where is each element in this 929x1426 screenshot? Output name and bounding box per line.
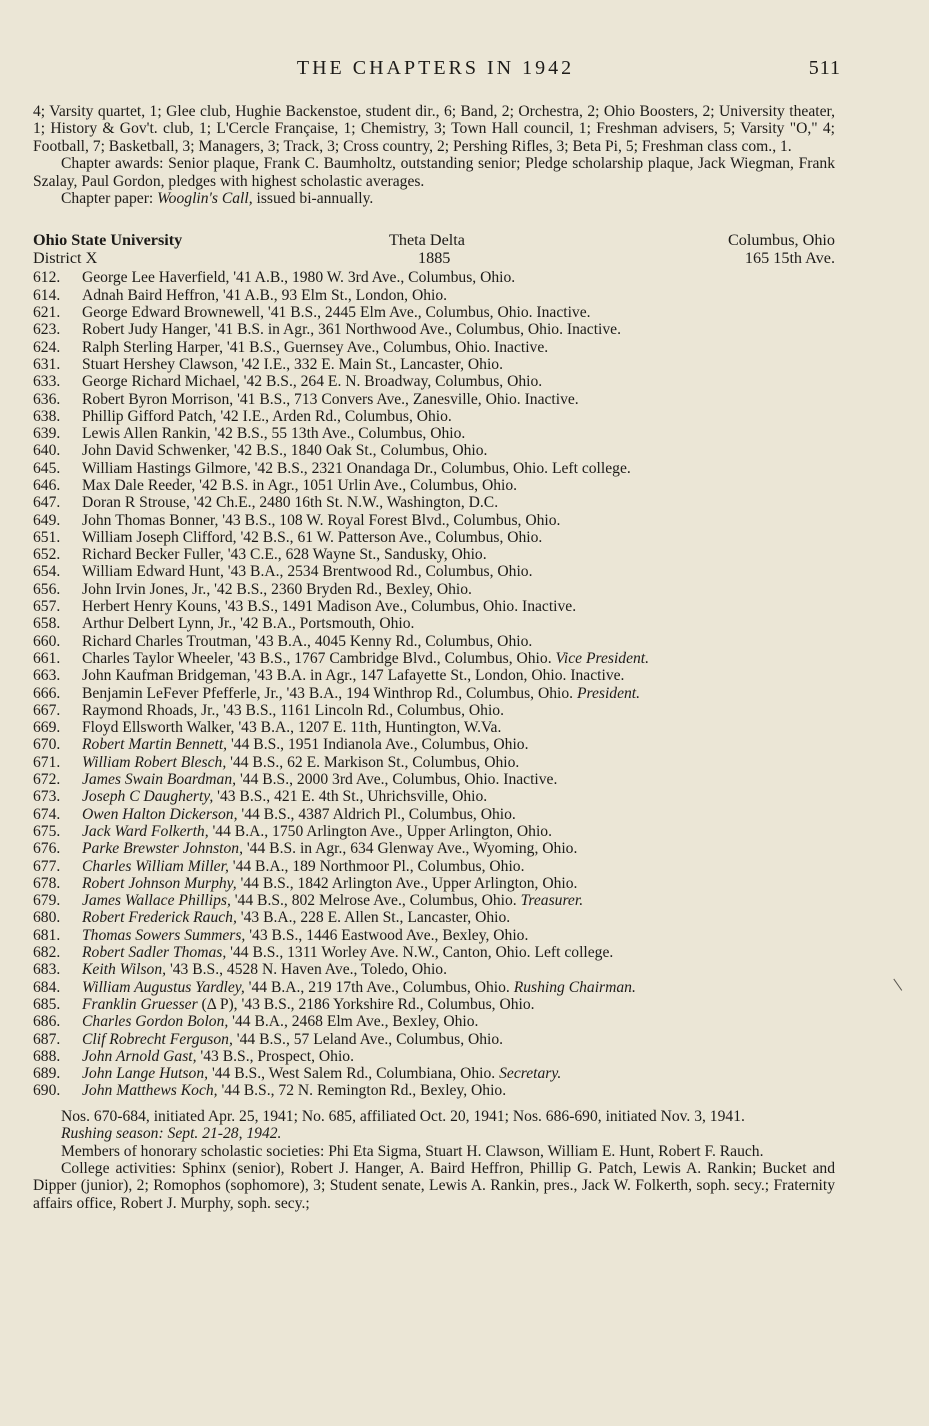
member-name: Robert Martin Bennett, (82, 736, 228, 754)
member-text (82, 685, 835, 702)
member-text (82, 858, 835, 875)
member-details: '42 B.S., 2360 Bryden Rd., Bexley, Ohio. (210, 580, 472, 598)
member-number: 673. (33, 788, 61, 806)
member-number: 686. (33, 1013, 61, 1031)
member-text (82, 840, 835, 857)
member-entry (33, 373, 835, 390)
member-details: '44 B.A., 1750 Arlington Ave., Upper Arlington, Ohio. (208, 822, 552, 840)
member-name: Max Dale Reeder, (82, 477, 196, 494)
member-details: '42 B.S., 61 W. Patterson Ave., Columbus, Ohio. (236, 528, 543, 546)
member-entry (33, 806, 835, 823)
chapter-address: 165 15th Ave. (744, 249, 835, 268)
member-entry (33, 546, 835, 563)
member-name: John Kaufman Bridgeman, (82, 667, 251, 685)
member-text (82, 892, 835, 909)
member-number: 672. (33, 771, 61, 789)
member-name: Keith Wilson, (82, 961, 167, 979)
stray-mark (887, 979, 902, 996)
member-number: 677. (33, 857, 61, 875)
member-text (82, 1013, 835, 1030)
member-number: 660. (33, 632, 61, 650)
chapter-district: District X (33, 249, 98, 268)
member-details: '44 B.S. in Agr., 634 Glenway Ave., Wyoming, Ohio. (242, 840, 578, 858)
member-number: 652. (33, 546, 61, 564)
member-entry (33, 425, 835, 442)
member-details: '41 B.S., 2445 Elm Ave., Columbus, Ohio. Inactive. (264, 304, 591, 322)
member-name: Adnah Baird Heffron, (82, 286, 219, 304)
member-number: 636. (33, 390, 61, 408)
member-number: 674. (33, 805, 61, 823)
member-details: '43 B.S., 1767 Cambridge Blvd., Columbus, Ohio. (233, 649, 556, 667)
member-name: James Swain Boardman, (82, 771, 237, 789)
member-entry (33, 304, 835, 321)
member-text (82, 321, 835, 338)
member-text (82, 719, 835, 736)
member-text (82, 961, 835, 978)
member-name: Robert Sadler Thomas, (82, 944, 227, 962)
member-text (82, 996, 835, 1013)
member-text (82, 615, 835, 632)
member-details: '42 I.E., Arden Rd., Columbus, Ohio. (216, 407, 452, 425)
member-name: Robert Frederick Rauch, (82, 909, 237, 927)
member-details: '44 B.A., 2468 Elm Ave., Bexley, Ohio. (228, 1013, 479, 1031)
member-details: '41 B.S. in Agr., 361 Northwood Ave., Columbus, Ohio. Inactive. (210, 321, 621, 339)
page-header (30, 57, 841, 87)
member-entry (33, 650, 835, 667)
member-name: Robert Byron Morrison, (82, 390, 234, 408)
member-details: '43 B.A. in Agr., 147 Lafayette St., London, Ohio. Inactive. (250, 667, 625, 685)
member-details: '43 B.S., 421 E. 4th St., Uhrichsville, Ohio. (213, 788, 488, 806)
member-text (82, 944, 835, 961)
member-entry (33, 667, 835, 684)
member-text (82, 1048, 835, 1065)
member-number: 631. (33, 355, 61, 373)
member-office: Secretary. (499, 1065, 562, 1083)
member-entry (33, 442, 835, 459)
member-entry (33, 408, 835, 425)
member-name: Raymond Rhoads, Jr., (82, 701, 220, 719)
member-number: 645. (33, 459, 61, 477)
member-number: 633. (33, 373, 61, 391)
member-list (33, 269, 835, 1099)
member-entry (33, 771, 835, 788)
member-name: William Joseph Clifford, (82, 528, 237, 546)
member-text (82, 598, 835, 615)
member-text (82, 979, 835, 996)
member-details: '43 B.A., 4045 Kenny Rd., Columbus, Ohio. (251, 632, 533, 650)
member-number: 690. (33, 1082, 61, 1100)
member-name: Floyd Ellsworth Walker, (82, 719, 235, 737)
member-name: John David Schwenker, (82, 442, 230, 460)
member-text (82, 1065, 835, 1082)
member-name: Charles Taylor Wheeler, (82, 649, 234, 667)
chapter-year: 1885 (418, 249, 451, 268)
member-text (82, 823, 835, 840)
member-name: George Richard Michael, (82, 373, 240, 391)
member-entry (33, 1031, 835, 1048)
member-entry (33, 736, 835, 753)
member-text (82, 563, 835, 580)
member-text (82, 287, 835, 304)
member-text (82, 909, 835, 926)
member-entry (33, 685, 835, 702)
member-number: 666. (33, 684, 61, 702)
member-details: '42 B.S. in Agr., 1051 Urlin Ave., Columbus, Ohio. (195, 477, 518, 494)
member-details: (Δ P), '43 B.S., 2186 Yorkshire Rd., Columbus, Ohio. (197, 995, 535, 1013)
member-number: 676. (33, 840, 61, 858)
member-number: 663. (33, 667, 61, 685)
member-number: 675. (33, 822, 61, 840)
member-number: 624. (33, 338, 61, 356)
member-number: 638. (33, 407, 61, 425)
member-office: Vice President. (555, 649, 650, 667)
member-details: '42 B.S., 264 E. N. Broadway, Columbus, Ohio. (239, 373, 543, 391)
rushing-season-paragraph: Rushing season: Sept. 21-28, 1942. (61, 1125, 282, 1143)
member-text (82, 391, 835, 408)
member-number: 623. (33, 321, 61, 339)
member-details: '43 B.S., 1491 Madison Ave., Columbus, Ohio. Inactive. (221, 598, 577, 616)
member-details: '43 B.S., 4528 N. Haven Ave., Toledo, Ohio. (166, 961, 447, 979)
member-details: '44 B.S., West Salem Rd., Columbiana, Ohio. (208, 1065, 500, 1083)
member-text (82, 356, 835, 373)
member-entry (33, 892, 835, 909)
member-text (82, 754, 835, 771)
member-number: 688. (33, 1047, 61, 1065)
member-name: John Lange Hutson, (82, 1065, 209, 1083)
member-name: Arthur Delbert Lynn, Jr., (82, 615, 237, 633)
member-details: '43 B.S., 1161 Lincoln Rd., Columbus, Ohio. (219, 701, 504, 719)
member-text (82, 408, 835, 425)
member-details: '43 B.A., 2534 Brentwood Rd., Columbus, Ohio. (223, 563, 533, 581)
member-entry (33, 356, 835, 373)
member-text (82, 425, 835, 442)
member-entry (33, 979, 835, 996)
member-text (82, 633, 835, 650)
member-entry (33, 563, 835, 580)
member-details: '44 B.S., 1951 Indianola Ave., Columbus, Ohio. (227, 736, 529, 754)
member-name: James Wallace Phillips, (82, 892, 231, 910)
member-text (82, 650, 835, 667)
chapter-paper-title: Wooglin's Call, (157, 190, 253, 208)
member-text (82, 373, 835, 390)
member-entry (33, 615, 835, 632)
member-details: '43 B.S., 1446 Eastwood Ave., Bexley, Ohio. (245, 926, 529, 944)
member-details: '44 B.S., 802 Melrose Ave., Columbus, Ohio. (230, 892, 521, 910)
member-entry (33, 581, 835, 598)
member-text (82, 304, 835, 321)
member-number: 671. (33, 753, 61, 771)
member-name: Parke Brewster Johnston, (82, 840, 243, 858)
member-text (82, 806, 835, 823)
member-entry (33, 512, 835, 529)
member-number: 678. (33, 874, 61, 892)
member-text (82, 512, 835, 529)
page-number: 511 (808, 57, 841, 79)
member-text (82, 1031, 835, 1048)
member-entry (33, 1048, 835, 1065)
member-name: Charles William Miller, (82, 857, 229, 875)
member-details: '43 C.E., 628 Wayne St., Sandusky, Ohio. (223, 546, 487, 564)
member-details: '44 B.A., 189 Northmoor Pl., Columbus, Ohio. (228, 857, 525, 875)
member-number: 647. (33, 494, 61, 512)
member-details: '44 B.S., 72 N. Remington Rd., Bexley, Ohio. (217, 1082, 507, 1100)
member-details: '43 B.S., Prospect, Ohio. (196, 1047, 354, 1065)
member-name: Robert Johnson Murphy, (82, 874, 237, 892)
member-name: Joseph C Daugherty, (82, 788, 214, 806)
chapter-heading (33, 232, 835, 268)
member-details: '42 B.A., Portsmouth, Ohio. (236, 615, 415, 633)
member-name: Benjamin LeFever Pfefferle, Jr., (82, 684, 283, 702)
member-details: '44 B.S., 57 Leland Ave., Columbus, Ohio. (232, 1030, 504, 1048)
member-entry (33, 460, 835, 477)
member-text (82, 667, 835, 684)
member-entry (33, 269, 835, 286)
member-name: Phillip Gifford Patch, (82, 407, 217, 425)
member-entry (33, 823, 835, 840)
member-office: President. (576, 684, 641, 702)
member-text (82, 927, 835, 944)
member-number: 683. (33, 961, 61, 979)
member-number: 654. (33, 563, 61, 581)
member-text (82, 339, 835, 356)
member-entry (33, 477, 835, 494)
member-details: '41 A.B., 1980 W. 3rd Ave., Columbus, Ohio. (229, 269, 516, 287)
member-number: 657. (33, 598, 61, 616)
member-entry (33, 321, 835, 338)
college-activities-paragraph: College activities: Sphinx (senior), Robert J. Hanger, A. Baird Heffron, Phillip G. Patch, Lewis A. Rankin; Bucket and Dipper (junior), 2; Romophos (sophomore), 3; Student senate, Lewis A. Rankin, pres., Jack W. Folkerth, soph. secy.; Fraternity affairs office, Robert J. Murphy, soph. secy.; (33, 1159, 835, 1212)
member-details: '43 B.A., 1207 E. 11th, Huntington, W.Va. (234, 719, 502, 737)
member-text (82, 771, 835, 788)
member-entry (33, 788, 835, 805)
chapter-paper-label: Chapter paper: (61, 190, 158, 208)
member-name: Robert Judy Hanger, (82, 321, 211, 339)
member-details: '43 B.A., 194 Winthrop Rd., Columbus, Ohio. (282, 684, 577, 702)
member-name: Stuart Hershey Clawson, (82, 355, 238, 373)
member-number: 684. (33, 978, 61, 996)
member-number: 621. (33, 304, 61, 322)
member-entry (33, 702, 835, 719)
member-details: '41 B.S., Guernsey Ave., Columbus, Ohio. Inactive. (222, 338, 549, 356)
member-text (82, 788, 835, 805)
member-name: William Hastings Gilmore, (82, 459, 251, 477)
member-number: 614. (33, 286, 61, 304)
member-name: John Thomas Bonner, (82, 511, 219, 529)
member-entry (33, 754, 835, 771)
member-text (82, 529, 835, 546)
member-number: 612. (33, 269, 61, 287)
member-details: '44 B.S., 1842 Arlington Ave., Upper Arlington, Ohio. (236, 874, 578, 892)
member-details: '44 B.S., 1311 Worley Ave. N.W., Canton, Ohio. Left college. (226, 944, 614, 962)
member-number: 680. (33, 909, 61, 927)
member-details: '44 B.A., 219 17th Ave., Columbus, Ohio. (244, 978, 514, 996)
member-number: 651. (33, 528, 61, 546)
member-entry (33, 633, 835, 650)
member-entry (33, 287, 835, 304)
member-number: 689. (33, 1065, 61, 1083)
member-name: George Lee Haverfield, (82, 269, 230, 287)
member-entry (33, 494, 835, 511)
honorary-societies-paragraph: Members of honorary scholastic societies: Phi Eta Sigma, Stuart H. Clawson, William E. Hunt, Robert F. Rauch. (61, 1142, 764, 1160)
member-text (82, 736, 835, 753)
member-name: John Irvin Jones, Jr., (82, 580, 211, 598)
member-name: John Matthews Koch, (82, 1082, 218, 1100)
chapter-notes (33, 1108, 835, 1212)
member-name: Doran R Strouse, (82, 494, 190, 512)
member-number: 658. (33, 615, 61, 633)
member-number: 670. (33, 736, 61, 754)
member-name: Jack Ward Folkerth, (82, 822, 209, 840)
member-text (82, 460, 835, 477)
intro-paragraph: 4; Varsity quartet, 1; Glee club, Hughie Backenstoe, student dir., 6; Band, 2; Orchestra, 2; Ohio Boosters, 2; University theater, 1; History & Gov't. club, 1; L'Cercle Française, 1; Chemistry, 3; Town Hall council, 1; Freshman advisers, 5; Varsity "O," 4; Football, 7; Basketball, 3; Managers, 3; Track, 3; Cross country, 2; Pershing Rifles, 3; Beta Pi, 5; Freshman class com., 1. (33, 103, 835, 155)
member-details: '44 B.S., 4387 Aldrich Pl., Columbus, Ohio. (237, 805, 516, 823)
chapter-paper-rest: issued bi-annually. (252, 190, 374, 208)
page-content (33, 103, 835, 1212)
member-name: Thomas Sowers Summers, (82, 926, 246, 944)
member-details: '44 B.S., 62 E. Markison St., Columbus, Ohio. (226, 753, 520, 771)
member-details: '43 B.S., 108 W. Royal Forest Blvd., Columbus, Ohio. (218, 511, 561, 529)
member-details: '42 I.E., 332 E. Main St., Lancaster, Ohio. (237, 355, 503, 373)
member-entry (33, 529, 835, 546)
member-text (82, 875, 835, 892)
member-number: 640. (33, 442, 61, 460)
member-details: '41 A.B., 93 Elm St., London, Ohio. (219, 286, 448, 304)
member-name: Ralph Sterling Harper, (82, 338, 223, 356)
member-number: 685. (33, 995, 61, 1013)
chapter-name: Theta Delta (389, 231, 465, 250)
member-name: Franklin Gruesser (82, 995, 198, 1013)
member-name: John Arnold Gast, (82, 1047, 197, 1065)
member-name: Richard Becker Fuller, (82, 546, 224, 564)
member-details: '42 Ch.E., 2480 16th St. N.W., Washington, D.C. (189, 494, 499, 512)
member-name: Owen Halton Dickerson, (82, 805, 238, 823)
member-text (82, 477, 835, 494)
chapter-university: Ohio State University (33, 231, 183, 250)
member-number: 656. (33, 580, 61, 598)
member-details: '41 B.S., 713 Convers Ave., Zanesville, Ohio. Inactive. (233, 390, 579, 408)
member-details: '43 B.A., 228 E. Allen St., Lancaster, Ohio. (236, 909, 511, 927)
member-entry (33, 840, 835, 857)
member-entry (33, 391, 835, 408)
member-name: William Edward Hunt, (82, 563, 224, 581)
member-entry (33, 1082, 835, 1099)
member-number: 681. (33, 926, 61, 944)
member-details: '42 B.S., 2321 Onandaga Dr., Columbus, Ohio. Left college. (250, 459, 631, 477)
member-text (82, 269, 835, 286)
member-entry (33, 909, 835, 926)
member-number: 661. (33, 649, 61, 667)
member-name: William Augustus Yardley, (82, 978, 245, 996)
chapter-city: Columbus, Ohio (727, 231, 835, 250)
member-entry (33, 927, 835, 944)
member-name: Charles Gordon Bolon, (82, 1013, 229, 1031)
chapter-paper-paragraph (33, 190, 835, 207)
member-number: 649. (33, 511, 61, 529)
member-number: 687. (33, 1030, 61, 1048)
member-office: Treasurer. (520, 892, 584, 910)
member-entry (33, 1065, 835, 1082)
member-entry (33, 719, 835, 736)
member-name: Herbert Henry Kouns, (82, 598, 222, 616)
member-name: Lewis Allen Rankin, (82, 425, 211, 443)
member-text (82, 702, 835, 719)
member-text (82, 581, 835, 598)
member-number: 682. (33, 944, 61, 962)
member-number: 639. (33, 425, 61, 443)
running-title: THE CHAPTERS IN 1942 (296, 57, 575, 79)
member-name: Richard Charles Troutman, (82, 632, 252, 650)
member-number: 669. (33, 719, 61, 737)
initiations-paragraph: Nos. 670-684, initiated Apr. 25, 1941; No. 685, affiliated Oct. 20, 1941; Nos. 686-690, initiated Nov. 3, 1941. (61, 1107, 745, 1125)
member-number: 679. (33, 892, 61, 910)
member-entry (33, 996, 835, 1013)
chapter-awards-paragraph: Chapter awards: Senior plaque, Frank C. Baumholtz, outstanding senior; Pledge scholarship plaque, Jack Wiegman, Frank Szalay, Paul Gordon, pledges with highest scholastic averages. (33, 155, 835, 190)
member-text (82, 442, 835, 459)
member-number: 667. (33, 701, 61, 719)
member-entry (33, 961, 835, 978)
member-text (82, 494, 835, 511)
member-office: Rushing Chairman. (513, 978, 636, 996)
member-name: William Robert Blesch, (82, 753, 227, 771)
member-entry (33, 875, 835, 892)
member-name: Clif Robrecht Ferguson, (82, 1030, 233, 1048)
member-entry (33, 1013, 835, 1030)
member-entry (33, 944, 835, 961)
member-name: George Edward Brownewell, (82, 304, 265, 322)
member-text (82, 1082, 835, 1099)
member-entry (33, 858, 835, 875)
member-number: 646. (33, 477, 61, 494)
member-details: '42 B.S., 1840 Oak St., Columbus, Ohio. (229, 442, 488, 460)
member-details: '42 B.S., 55 13th Ave., Columbus, Ohio. (210, 425, 466, 443)
member-text (82, 546, 835, 563)
member-entry (33, 339, 835, 356)
member-details: '44 B.S., 2000 3rd Ave., Columbus, Ohio. Inactive. (236, 771, 558, 789)
member-entry (33, 598, 835, 615)
